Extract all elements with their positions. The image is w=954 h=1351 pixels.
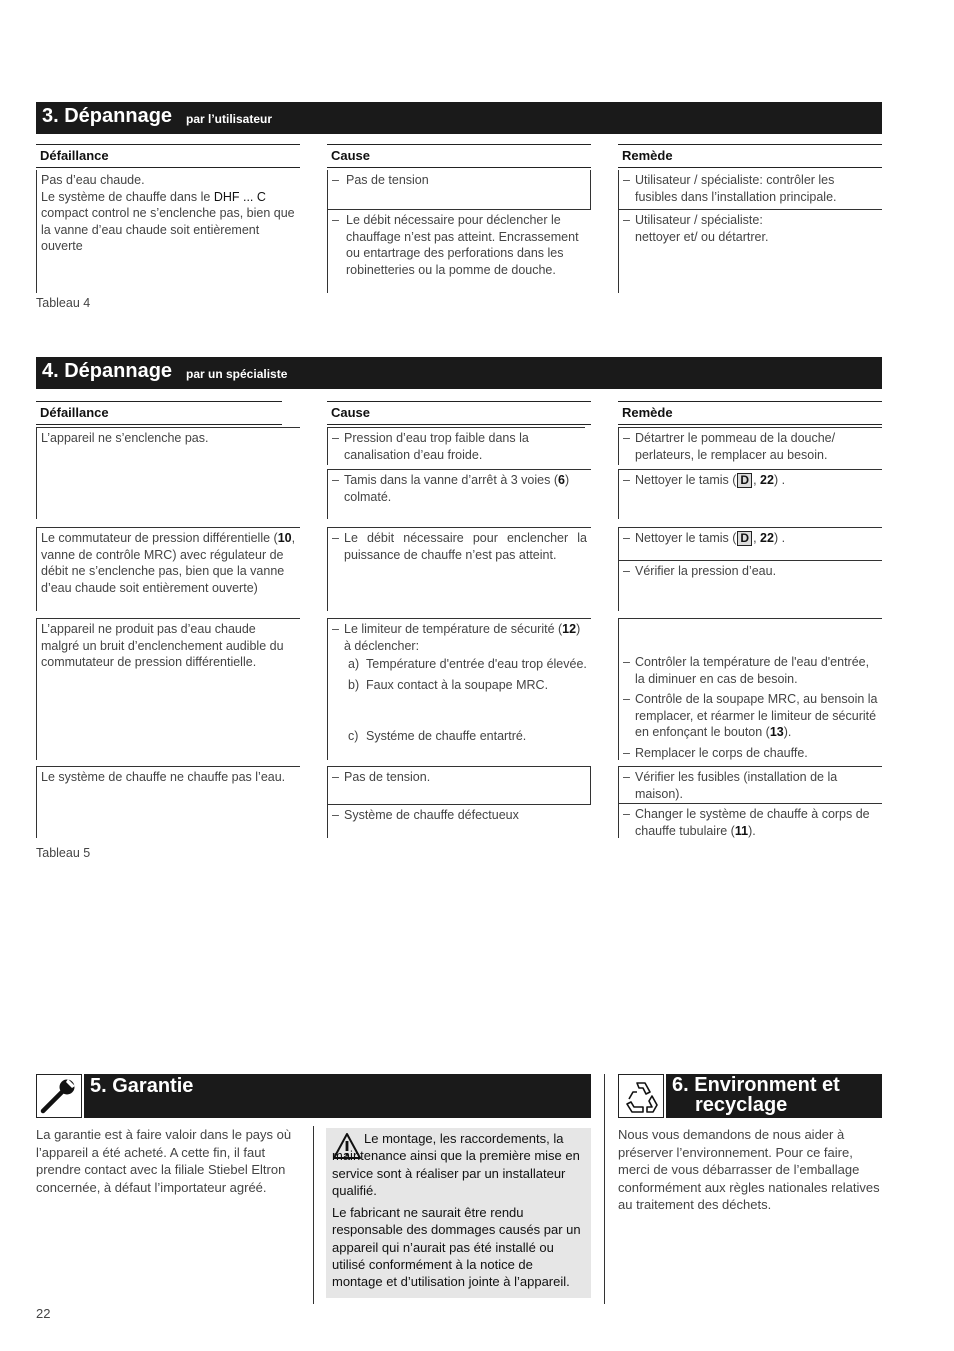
table4-fault-line3: compact control ne s’enclenche pas, bien que la vanne d’eau chaude soit entièrement ouverte xyxy=(41,206,295,253)
table5-cause-2: – Tamis dans la vanne d’arrêt à 3 voies (6) colmaté. xyxy=(327,469,591,519)
recycle-icon xyxy=(618,1074,664,1118)
table5-remedy-group xyxy=(618,618,882,760)
cause-4b: b) Faux contact à la soupape MRC. xyxy=(348,677,549,692)
section3-header-bar xyxy=(36,102,882,134)
table5-caption: Tableau 5 xyxy=(36,846,91,860)
table4-fault-cell xyxy=(36,170,300,293)
table5-cause-5: – Pas de tension. xyxy=(327,766,591,804)
warning-p2: Le fabricant ne saurait être rendu responsable des dommages causés par un appareil qui n’aurait pas été installé ou utilisé conformément à la notice de montage et d’utilisation jointe à l’appareil. xyxy=(332,1205,581,1290)
table5-remedy-2: – Nettoyer le tamis ( D , 22) . xyxy=(618,469,882,519)
table4-caption: Tableau 4 xyxy=(36,296,91,310)
table5-remedy-4: – Vérifier la pression d’eau. xyxy=(618,561,882,611)
section4-header-bar xyxy=(36,357,882,389)
section5-header-bar xyxy=(84,1074,591,1118)
table4-header-defaillance: Défaillance xyxy=(36,144,300,168)
table5-remedy-3: – Nettoyer le tamis ( D , 22) . xyxy=(618,527,882,561)
wrench-icon xyxy=(36,1074,82,1118)
table5-cause-1: – Pression d’eau trop faible dans la canalisation d’eau froide. xyxy=(327,427,585,465)
table5-remedy-1: – Détartrer le pommeau de la douche/ perlateurs, le remplacer au besoin. xyxy=(618,427,882,465)
page-number: 22 xyxy=(36,1306,51,1321)
table5-fault-2: Le commutateur de pression différentielle (10, vanne de contrôle MRC) avec régulateur de débit ne s’enclenche pas, bien que la vanne d’eau chaude soit entièrement ouverte) xyxy=(36,527,300,611)
cause-4c: c) Systéme de chauffe entartré. xyxy=(348,729,527,743)
table5-remedy-6: – Contrôle de la soupape MRC, au bensoin la remplacer, et réarmer le limiteur de sécurité en enfonçant le bouton (13). xyxy=(623,692,878,739)
section3-subtitle: par l’utilisateur xyxy=(186,112,273,126)
table5-header-remede: Remède xyxy=(618,401,882,425)
table4-header-remede: Remède xyxy=(618,144,882,168)
warning-p1: Le montage, les raccordements, la maintenance ainsi que la première mise en service sont à réaliser par un installateur qualifié. xyxy=(332,1131,580,1198)
table5-cause-6: – Système de chauffe défectueux xyxy=(327,804,591,838)
table4-remedy-1: – Utilisateur / spécialiste: contrôler les fusibles dans l’installation principale. xyxy=(618,170,882,210)
figure-key-d-icon: D xyxy=(737,531,752,546)
table5-header-defaillance: Défaillance xyxy=(36,401,282,425)
table4-header-cause: Cause xyxy=(327,144,591,168)
column-divider xyxy=(313,1126,314,1304)
section3-title: 3. Dépannage xyxy=(42,105,173,127)
cause-4a: a) Température d'entrée d'eau trop élevée. xyxy=(348,657,587,671)
section4-subtitle: par un spécialiste xyxy=(186,367,288,381)
section5-text: La garantie est à faire valoir dans le pays où l’appareil a été acheté. A cette fin, il faut prendre contact avec la filiale Stiebel Eltron concernée, à défaut l’importateur agréé. xyxy=(36,1127,292,1195)
figure-key-d-icon: D xyxy=(737,473,752,488)
section4-title: 4. Dépannage xyxy=(42,360,173,382)
section6-text: Nous vous demandons de nous aider à préserver l’environnement. Pour ce faire, merci de vous débarrasser de l’emballage conformément aux règles nationales relatives au traitement des déchets. xyxy=(618,1127,880,1212)
table4-fault-line1: Pas d’eau chaude. xyxy=(41,173,145,187)
table5-fault-3: L’appareil ne produit pas d’eau chaude malgré un bruit d’enclenchement audible du commutateur de pression différentielle. xyxy=(36,618,300,760)
table5-remedy-9: – Changer le système de chauffe à corps de chauffe tubulaire (11). xyxy=(618,804,882,838)
column-divider-2 xyxy=(604,1074,605,1304)
table5-cause-3: – Le débit nécessaire pour enclencher la puissance de chauffe n’est pas atteint. xyxy=(327,527,591,611)
table4-cause-1: – Pas de tension xyxy=(327,170,591,210)
model-name: DHF ... C xyxy=(213,189,266,204)
warning-box xyxy=(326,1128,591,1298)
table5-header-cause: Cause xyxy=(327,401,591,425)
table5-remedy-7: – Remplacer le corps de chauffe. xyxy=(623,745,808,760)
table4-fault-line2: Le système de chauffe dans le DHF ... C xyxy=(41,189,266,204)
table5-fault-4: Le système de chauffe ne chauffe pas l’eau. xyxy=(36,766,300,838)
table5-fault-1: L’appareil ne s’enclenche pas. xyxy=(36,427,300,519)
table4-remedy-2: – Utilisateur / spécialiste: nettoyer et/ ou détartrer. xyxy=(618,210,882,293)
section5-title: 5. Garantie xyxy=(90,1075,194,1097)
section6-title-line2: recyclage xyxy=(695,1094,788,1116)
table4-cause-2: – Le débit nécessaire pour déclencher le chauffage n’est pas atteint. Encrassement ou entartrage des perforations dans les robinetteries ou la pomme de douche. xyxy=(327,210,591,293)
table5-cause-4: – Le limiteur de température de sécurité (12) à déclencher: a) Température d'entrée d'eau trop élevée. b) Faux contact à la soupape MRC. c) Systéme de chauffe entartré. xyxy=(327,618,591,760)
table5-remedy-8: – Vérifier les fusibles (installation de la maison). xyxy=(618,766,882,804)
section6-title-line1: 6. Environment et xyxy=(672,1074,840,1096)
table5-remedy-5: – Contrôler la température de l'eau d'entrée, la diminuer en cas de besoin. xyxy=(623,655,870,686)
section6-header-bar xyxy=(666,1074,882,1118)
